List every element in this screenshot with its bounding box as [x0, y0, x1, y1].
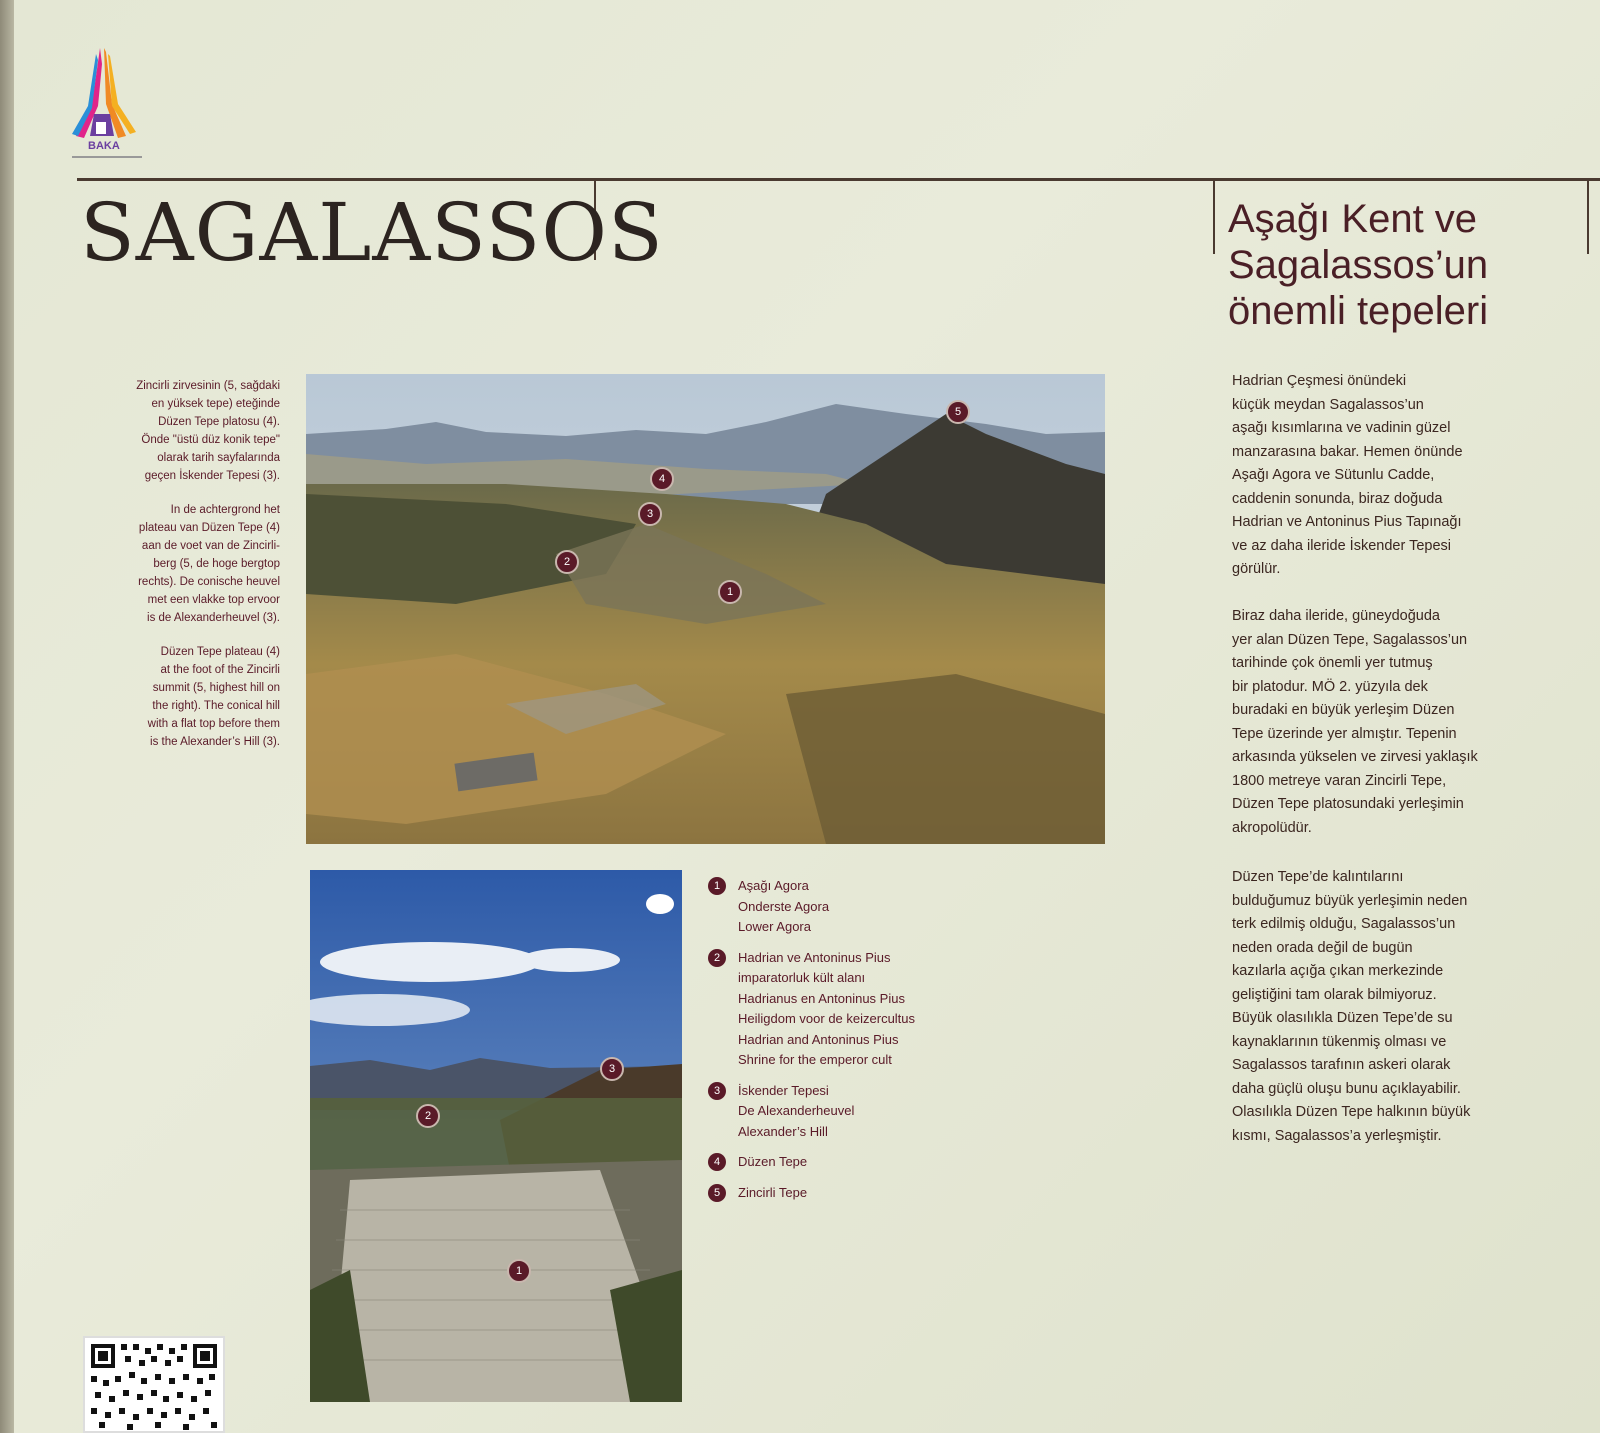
body-line: daha güçlü oluşu bunu açıklayabilir.: [1232, 1080, 1461, 1097]
body-line: Aşağı Agora ve Sütunlu Cadde,: [1232, 467, 1435, 483]
legend-number: 5: [708, 1184, 726, 1202]
section-subtitle: [1228, 196, 1588, 334]
caption-english: [70, 643, 280, 751]
map-marker: 4: [650, 467, 674, 491]
legend-number: 2: [708, 949, 726, 967]
legend-line: Onderste Agora: [738, 898, 830, 914]
body-line: küçük meydan Sagalassos’un: [1232, 396, 1424, 413]
body-paragraph-2: [1232, 605, 1572, 840]
legend-number: 4: [708, 1153, 726, 1171]
body-line: manzarasına bakar. Hemen önünde: [1232, 443, 1463, 460]
legend-line: imparatorluk kült alanı: [738, 970, 866, 985]
caption-line: aan de voet van de Zincirli-: [141, 540, 280, 552]
body-paragraph-3: [1232, 866, 1572, 1148]
caption-line: summit (5, highest hill on: [152, 682, 280, 694]
caption-dutch: [70, 501, 280, 627]
body-line: geliştiğini tam olarak bilmiyoruz.: [1232, 986, 1437, 1003]
subtitle-line: Aşağı Kent ve: [1228, 197, 1478, 241]
legend-line: Heiligdom voor de keizercultus: [738, 1011, 916, 1026]
body-line: 1800 metreye varan Zincirli Tepe,: [1232, 772, 1447, 789]
legend-line: Aşağı Agora: [738, 878, 809, 893]
legend-line: Hadrian and Antoninus Pius: [738, 1031, 899, 1047]
caption-line: met een vlakke top ervoor: [147, 594, 280, 606]
body-line: Tepe üzerinde yer almıştır. Tepenin: [1232, 725, 1457, 742]
caption-line: berg (5, de hoge bergtop: [153, 558, 280, 570]
body-line: Hadrian ve Antoninus Pius Tapınağı: [1232, 514, 1462, 530]
legend-line: Alexander’s Hill: [738, 1123, 828, 1139]
map-marker: 1: [507, 1259, 531, 1283]
subtitle-line: Sagalassos’un: [1228, 243, 1489, 287]
subtitle-divider-left: [1213, 180, 1215, 254]
body-line: caddenin sonunda, biraz doğuda: [1232, 490, 1443, 507]
legend-item: [708, 1081, 988, 1143]
body-line: ve az daha ileride İskender Tepesi: [1232, 537, 1451, 554]
caption-line: at the foot of the Zincirli: [160, 664, 280, 676]
legend-item: [708, 1152, 988, 1173]
legend-item: [708, 948, 988, 1071]
map-marker: 3: [600, 1057, 624, 1081]
body-line: terk edilmiş olduğu, Sagalassos’un: [1232, 916, 1456, 932]
caption-line: rechts). De conische heuvel: [138, 576, 280, 588]
body-line: Sagalassos tarafının askeri olarak: [1232, 1057, 1451, 1073]
caption-line: olarak tarih sayfalarında: [157, 452, 280, 464]
legend-item: [708, 1183, 988, 1204]
legend-line: Hadrian ve Antoninus Pius: [738, 949, 891, 965]
body-line: Hadrian Çeşmesi önündeki: [1232, 373, 1407, 389]
caption-line: the right). The conical hill: [152, 700, 280, 712]
map-marker: 1: [718, 580, 742, 604]
subtitle-line: önemli tepeleri: [1228, 289, 1489, 333]
body-line: Olasılıkla Düzen Tepe halkının büyük: [1232, 1104, 1471, 1120]
caption-line: In de achtergrond het: [170, 504, 280, 516]
street-photo: [310, 870, 682, 1402]
caption-line: Önde "üstü düz konik tepe": [141, 434, 280, 446]
caption-line: geçen İskender Tepesi (3).: [144, 470, 280, 482]
top-rule: [77, 178, 1600, 181]
body-line: Düzen Tepe’de kalıntılarını: [1232, 869, 1404, 885]
body-line: bir platodur. MÖ 2. yüzyıla dek: [1232, 678, 1428, 695]
body-line: aşağı kısımlarına ve vadinin güzel: [1232, 420, 1451, 436]
caption-line: is de Alexanderheuvel (3).: [147, 612, 280, 624]
legend-line: Hadrianus en Antoninus Pius: [738, 990, 905, 1006]
legend-line: Düzen Tepe: [738, 1154, 808, 1169]
baka-logo: [66, 44, 146, 164]
panel-edge: [0, 0, 14, 1433]
body-line: akropolüdür.: [1232, 819, 1312, 836]
body-line: kazılarla açığa çıkan merkezinde: [1232, 963, 1444, 979]
map-marker: 2: [555, 550, 579, 574]
map-marker: 3: [638, 502, 662, 526]
body-line: yer alan Düzen Tepe, Sagalassos’un: [1232, 631, 1468, 648]
caption-line: en yüksek tepe) eteğinde: [151, 398, 280, 410]
body-line: Düzen Tepe platosundaki yerleşimin: [1232, 796, 1464, 812]
body-line: bulduğumuz büyük yerleşimin neden: [1232, 892, 1468, 909]
landscape-photo: [306, 374, 1105, 844]
caption-line: is the Alexander’s Hill (3).: [150, 736, 280, 748]
body-line: Biraz daha ileride, güneydoğuda: [1232, 608, 1440, 624]
caption-line: with a flat top before them: [147, 718, 280, 730]
body-line: tarihinde çok önemli yer tutmuş: [1232, 655, 1433, 671]
caption-line: Zincirli zirvesinin (5, sağdaki: [136, 380, 280, 392]
qr-code[interactable]: [83, 1336, 225, 1433]
body-line: görülür.: [1232, 561, 1281, 577]
body-line: neden orada değil de bugün: [1232, 939, 1413, 956]
legend-number: 1: [708, 877, 726, 895]
caption-line: Düzen Tepe plateau (4): [160, 646, 280, 658]
caption-line: Düzen Tepe platosu (4).: [158, 416, 280, 428]
body-line: kısmı, Sagalassos’a yerleşmiştir.: [1232, 1127, 1442, 1144]
legend-line: Zincirli Tepe: [738, 1184, 808, 1200]
body-line: arkasında yükselen ve zirvesi yaklaşık: [1232, 749, 1478, 765]
legend-line: De Alexanderheuvel: [738, 1103, 855, 1118]
map-marker: 5: [946, 400, 970, 424]
legend-line: Lower Agora: [738, 919, 811, 934]
body-line: buradaki en büyük yerleşim Düzen: [1232, 702, 1455, 718]
body-paragraph-1: [1232, 370, 1572, 582]
page-title: SAGALASSOS: [80, 186, 664, 279]
caption-turkish: [70, 377, 280, 485]
legend-line: Shrine for the emperor cult: [738, 1052, 892, 1067]
logo-underline: [72, 156, 142, 158]
map-marker: 2: [416, 1104, 440, 1128]
legend: [708, 876, 988, 1213]
body-line: kaynaklarının tükenmiş olması ve: [1232, 1033, 1447, 1050]
logo-text: BAKA: [88, 140, 120, 152]
legend-line: İskender Tepesi: [738, 1082, 829, 1098]
legend-number: 3: [708, 1082, 726, 1100]
caption-line: plateau van Düzen Tepe (4): [138, 522, 280, 534]
legend-item: [708, 876, 988, 938]
body-line: Büyük olasılıkla Düzen Tepe’de su: [1232, 1010, 1453, 1026]
